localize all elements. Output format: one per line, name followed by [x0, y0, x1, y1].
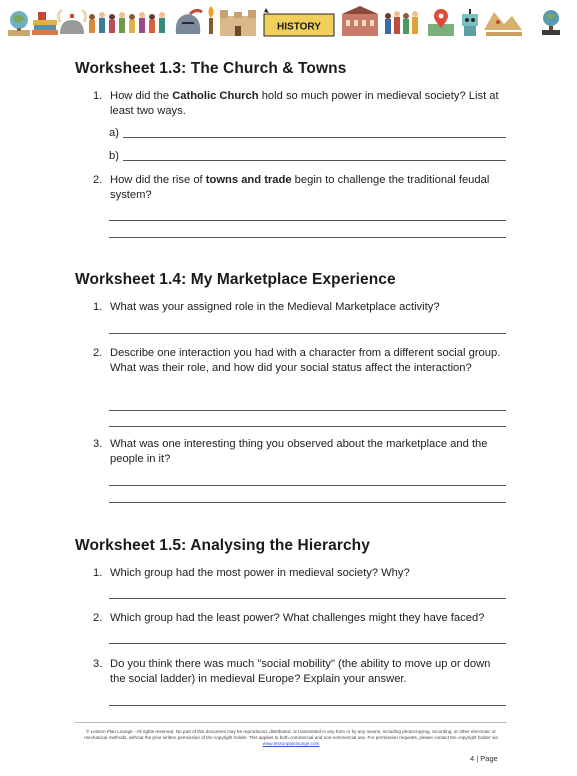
answer-line[interactable] — [109, 333, 506, 334]
knight-helmet-icon — [176, 10, 202, 34]
history-badge — [264, 8, 334, 36]
castle-icon — [220, 10, 256, 36]
question-number: 2. — [93, 347, 103, 359]
question-number: 1. — [93, 90, 103, 102]
question-number: 2. — [93, 612, 103, 624]
robot-icon — [462, 9, 478, 36]
answer-line[interactable] — [109, 502, 506, 503]
answer-line[interactable] — [109, 643, 506, 644]
question-text-part: How did the rise of — [110, 174, 206, 186]
answer-line-a[interactable] — [123, 137, 506, 138]
answer-label-a: a) — [109, 127, 119, 139]
answer-label-b: b) — [109, 150, 119, 162]
crowd-icon — [385, 11, 418, 34]
answer-line[interactable] — [109, 220, 506, 221]
question-text-part: hold so much power in medieval society? List at least two ways. — [110, 90, 499, 117]
answer-line[interactable] — [109, 598, 506, 599]
globe-icon — [8, 11, 30, 36]
desk-globe-icon — [542, 10, 560, 35]
question-number: 3. — [93, 658, 103, 670]
question-text-emphasis: towns and trade — [205, 174, 292, 186]
section-title-1-3: Worksheet 1.3: The Church & Towns — [75, 60, 347, 77]
question-text-part: How did the — [110, 90, 173, 102]
section-title-1-5: Worksheet 1.5: Analysing the Hierarchy — [75, 537, 370, 554]
question-text: Which group had the most power in medieval society? Why? — [110, 567, 410, 579]
answer-line[interactable] — [109, 237, 506, 238]
answer-line[interactable] — [109, 705, 506, 706]
page-number-value: 4 — [470, 754, 475, 763]
page-number: 4 | Page — [470, 754, 498, 763]
header-banner — [0, 0, 577, 44]
palace-icon — [342, 6, 378, 36]
question-text: Do you think there was much "social mobility" (the ability to move up or down the social ladder) in medieval Europe? Explain your answer. — [110, 658, 491, 685]
answer-line[interactable] — [109, 410, 506, 411]
page-number-label: Page — [480, 754, 498, 763]
question-text: What was one interesting thing you observed about the marketplace and the people in it? — [110, 438, 488, 465]
answer-line-b[interactable] — [123, 160, 506, 161]
question-number: 1. — [93, 567, 103, 579]
map-pin-icon — [428, 9, 454, 36]
question-text: Describe one interaction you had with a character from a different social group. What was their role, and how did your social status affect the interaction? — [110, 347, 501, 374]
book-stack-icon — [32, 12, 58, 35]
question-text — [110, 173, 505, 203]
question-text-part: begin to challenge the traditional feudal system? — [110, 174, 490, 201]
banner-illustrations — [0, 0, 577, 44]
answer-line[interactable] — [109, 426, 506, 427]
question-text — [110, 89, 505, 119]
viking-helmet-icon — [58, 10, 85, 34]
question-number: 3. — [93, 438, 103, 450]
torch-icon — [209, 6, 214, 34]
question-text: Which group had the least power? What challenges might they have faced? — [110, 612, 485, 624]
website-link[interactable]: www.lessonplanlounge.com — [262, 741, 320, 746]
section-title-1-4: Worksheet 1.4: My Marketplace Experience — [75, 271, 396, 288]
question-number: 1. — [93, 301, 103, 313]
copyright-text: © Lesson Plan Lounge - All rights reserved. No part of this document may be reproduced, distributed, or transmitted in any form or by any means, including photocopying, recording, or other electronic or mechanical methods, without the prior written permission of the copyright holder. This applies to both commercial and non-commercial use. For permission requests, please contact the copyright holder via — [84, 729, 498, 740]
footer-divider — [75, 722, 507, 723]
people-group-icon — [89, 12, 165, 33]
copyright-notice — [80, 729, 502, 747]
question-number: 2. — [93, 174, 103, 186]
treasure-map-icon — [484, 12, 522, 36]
answer-line[interactable] — [109, 485, 506, 486]
question-text-emphasis: Catholic Church — [172, 90, 259, 102]
history-badge-label: HISTORY — [277, 21, 321, 33]
question-text: What was your assigned role in the Medieval Marketplace activity? — [110, 301, 440, 313]
